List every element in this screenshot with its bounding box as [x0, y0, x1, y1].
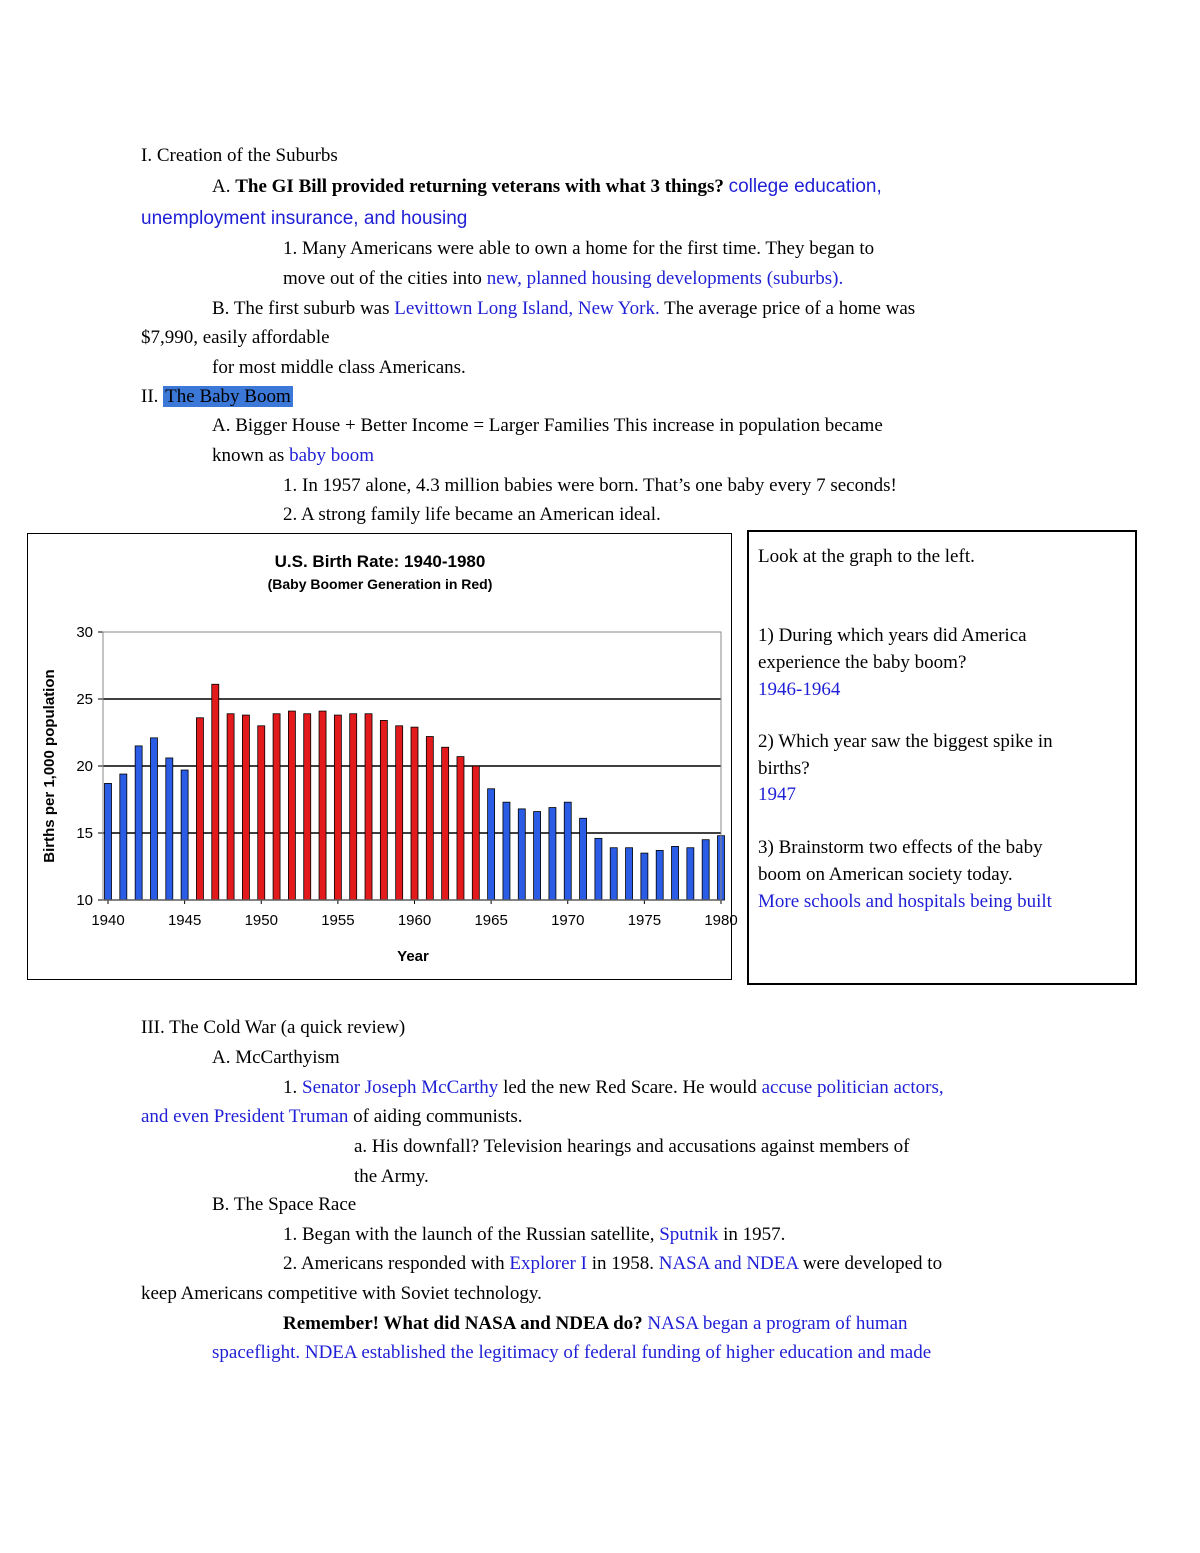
section-2-item-a1: 1. In 1957 alone, 4.3 million babies were born. That’s one baby every 7 seconds! — [283, 475, 897, 496]
bar-1940 — [105, 783, 112, 900]
bar-1975 — [641, 853, 648, 900]
question-box — [747, 530, 1137, 985]
bar-1961 — [426, 737, 433, 900]
birth-rate-chart — [27, 533, 738, 980]
bar-1951 — [273, 714, 280, 900]
bar-1950 — [258, 726, 265, 900]
remember-answer-cont: spaceflight. NDEA established the legitimacy of federal funding of higher education and made — [212, 1342, 932, 1363]
x-tick-label: 1950 — [244, 912, 278, 929]
bar-1962 — [442, 747, 449, 900]
section-3-item-b: B. The Space Race — [212, 1194, 357, 1215]
chart-title: U.S. Birth Rate: 1940-1980 — [274, 552, 486, 571]
section-2-item-a2: 2. A strong family life became an American ideal. — [283, 504, 661, 525]
bar-1948 — [227, 714, 234, 900]
remember-prompt: Remember! What did NASA and NDEA do? NASA began a program of human — [283, 1313, 908, 1334]
x-tick-label: 1970 — [551, 912, 585, 929]
x-tick-label: 1940 — [91, 912, 125, 929]
bar-1957 — [365, 714, 372, 900]
section-3-item-a1: 1. Senator Joseph McCarthy led the new Red Scare. He would accuse politician actors, — [283, 1077, 944, 1098]
bar-1970 — [564, 802, 571, 900]
bar-1953 — [304, 714, 311, 900]
bar-1947 — [212, 684, 219, 900]
section-1-item-a1-cont: move out of the cities into new, planned housing developments (suburbs). — [283, 268, 844, 289]
bar-1978 — [687, 848, 694, 900]
section-3-item-b2: 2. Americans responded with Explorer I in 1958. NASA and NDEA were developed to — [283, 1253, 943, 1274]
x-tick-label: 1960 — [397, 912, 432, 929]
section-3-heading: III. The Cold War (a quick review) — [141, 1017, 406, 1038]
bar-1969 — [549, 808, 556, 900]
answer-1: 1946-1964 — [758, 679, 841, 700]
question-2-cont: births? — [758, 758, 810, 779]
chart-subtitle: (Baby Boomer Generation in Red) — [267, 576, 493, 592]
y-tick-label: 10 — [76, 892, 93, 909]
question-3-cont: boom on American society today. — [758, 864, 1013, 885]
bar-1959 — [396, 726, 403, 900]
x-tick-label: 1945 — [167, 912, 202, 929]
bar-1977 — [672, 846, 679, 900]
section-1-item-a1: 1. Many Americans were able to own a home for the first time. They began to — [283, 238, 875, 259]
baby-boom-highlight: The Baby Boom — [165, 386, 291, 407]
bar-1963 — [457, 757, 464, 900]
x-tick-label: 1980 — [704, 912, 738, 929]
question-2: 2) Which year saw the biggest spike in — [758, 731, 1053, 752]
bar-1945 — [181, 770, 188, 900]
bar-1967 — [518, 809, 525, 900]
section-3-item-b2-cont: keep Americans competitive with Soviet technology. — [141, 1283, 542, 1304]
bar-1954 — [319, 711, 326, 900]
x-tick-label: 1975 — [627, 912, 662, 929]
question-intro: Look at the graph to the left. — [758, 546, 975, 567]
bar-1964 — [472, 766, 479, 900]
section-3-item-a1a: a. His downfall? Television hearings and accusations against members of — [354, 1136, 910, 1157]
bar-1949 — [242, 715, 249, 900]
section-1-item-a: A. The GI Bill provided returning veterans with what 3 things? college education, — [212, 176, 882, 197]
section-3-item-a1a-cont: the Army. — [354, 1166, 429, 1187]
section-1-item-b-cont: $7,990, easily affordable — [141, 327, 330, 348]
y-axis-label: Births per 1,000 population — [41, 669, 58, 863]
bar-1971 — [580, 818, 587, 900]
section-1-item-b: B. The first suburb was Levittown Long Island, New York. The average price of a home was — [212, 298, 916, 319]
bar-1943 — [150, 738, 157, 900]
question-1-cont: experience the baby boom? — [758, 652, 967, 673]
bar-1946 — [196, 718, 203, 900]
x-axis-label: Year — [397, 948, 429, 965]
bar-1942 — [135, 746, 142, 900]
section-2-item-a-cont: known as baby boom — [212, 445, 375, 466]
bar-1941 — [120, 774, 127, 900]
question-3: 3) Brainstorm two effects of the baby — [758, 837, 1043, 858]
bar-1972 — [595, 838, 602, 900]
y-tick-label: 25 — [76, 691, 93, 708]
x-tick-label: 1965 — [474, 912, 508, 929]
bar-1974 — [626, 848, 633, 900]
answer-2: 1947 — [758, 784, 796, 805]
bar-1966 — [503, 802, 510, 900]
section-2-item-a: A. Bigger House + Better Income = Larger Families This increase in population became — [212, 415, 883, 436]
y-tick-label: 15 — [76, 825, 93, 842]
bar-1952 — [288, 711, 295, 900]
x-tick-label: 1955 — [321, 912, 355, 929]
section-3-item-b1: 1. Began with the launch of the Russian satellite, Sputnik in 1957. — [283, 1224, 786, 1245]
bar-1956 — [350, 714, 357, 900]
bar-1979 — [702, 840, 709, 900]
bar-1955 — [334, 715, 341, 900]
gi-bill-answer: unemployment insurance, and housing — [141, 208, 468, 229]
answer-3: More schools and hospitals being built — [758, 891, 1052, 912]
section-1-item-b-cont2: for most middle class Americans. — [212, 357, 466, 378]
y-tick-label: 20 — [76, 758, 93, 775]
bar-1973 — [610, 848, 617, 900]
y-tick-label: 30 — [76, 624, 93, 641]
bar-1960 — [411, 727, 418, 900]
question-1: 1) During which years did America — [758, 625, 1027, 646]
bar-1968 — [534, 812, 541, 900]
bar-1965 — [488, 789, 495, 900]
section-2-heading: II. The Baby Boom — [141, 386, 291, 407]
bar-1976 — [656, 850, 663, 900]
bar-1958 — [380, 720, 387, 900]
bar-1944 — [166, 758, 173, 900]
section-3-item-a: A. McCarthyism — [212, 1047, 340, 1068]
section-3-item-a1-cont: and even President Truman of aiding communists. — [141, 1106, 523, 1127]
section-1-heading: I. Creation of the Suburbs — [141, 145, 338, 166]
